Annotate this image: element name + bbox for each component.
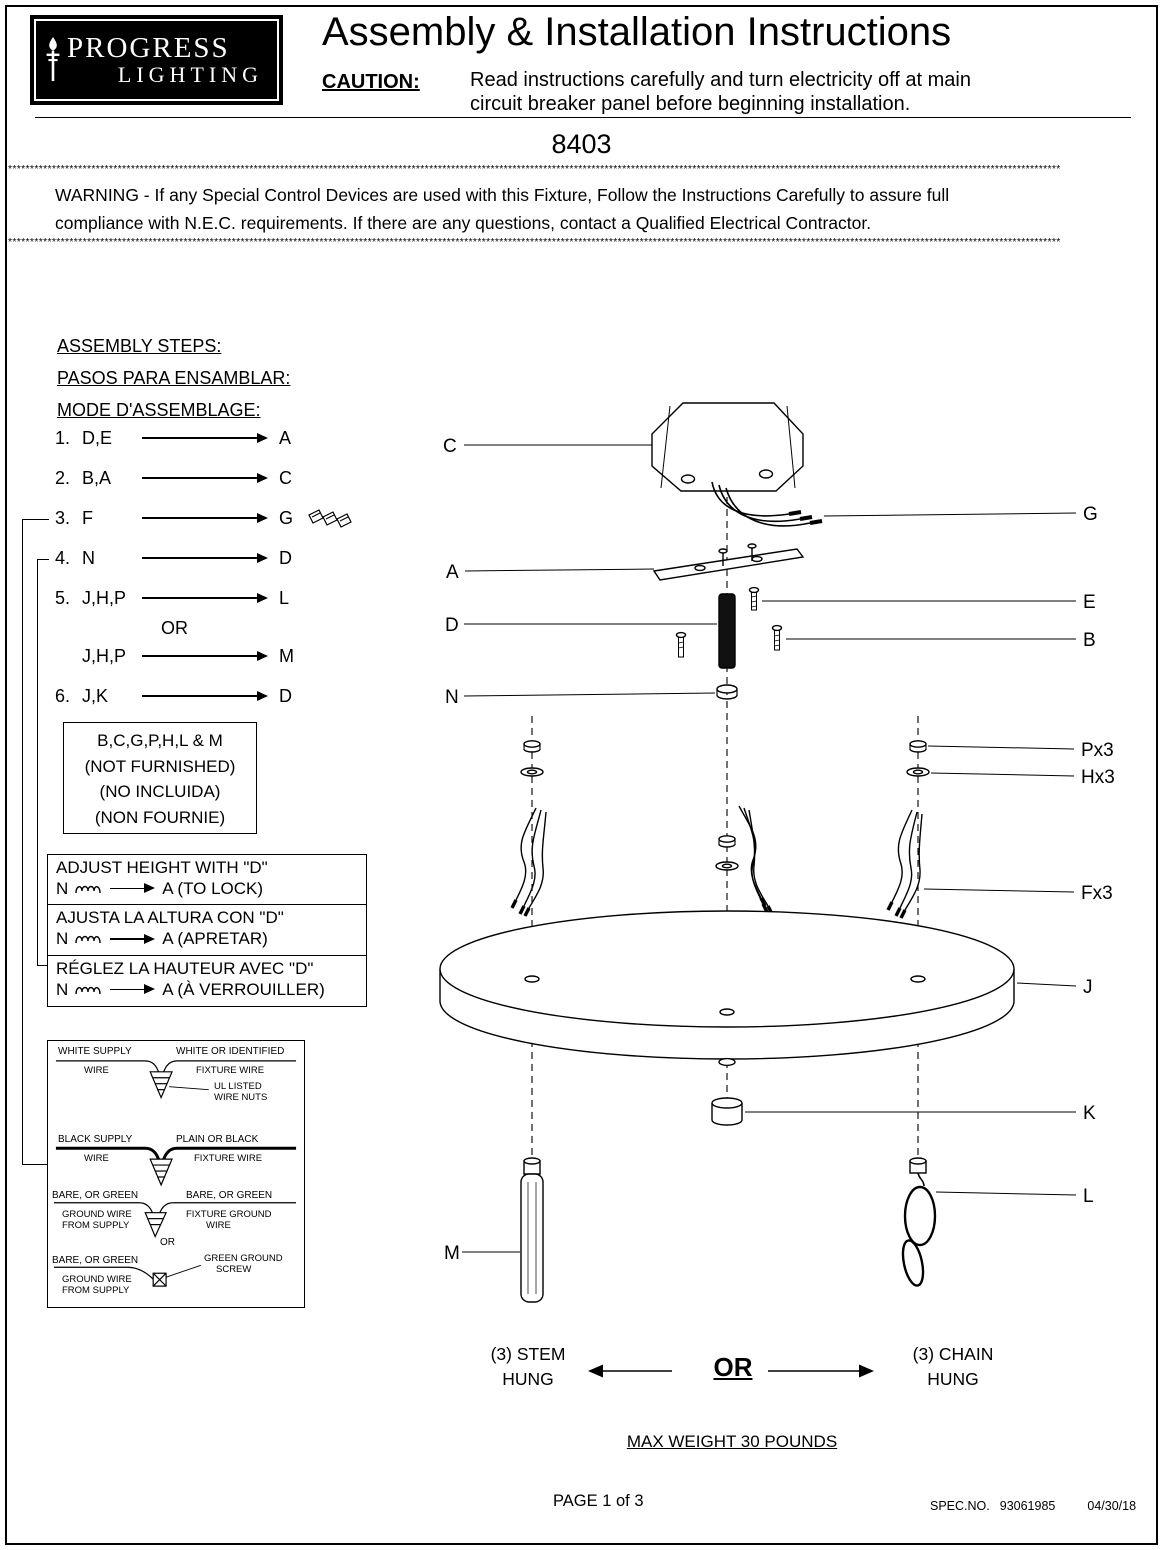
adjust-row-es [47,904,367,956]
step-to: D [279,685,292,706]
washer-h-left [521,768,543,776]
label-n: N [445,687,459,708]
spring-icon [74,931,104,947]
step-arrow [142,695,265,697]
fixture-diagram [400,385,1150,1400]
step-from: D,E [82,427,113,448]
step-arrow [142,655,265,657]
stem-hung-line-1: (3) STEM [490,1344,566,1364]
step-to: C [279,467,292,488]
wire-nut-icons [307,507,355,529]
wire-nuts-label: WIRE NUTS [214,1092,268,1103]
caution-text [470,68,971,117]
adjust-row-fr [47,955,367,1007]
wire-label-1: WIRE [84,1065,109,1076]
caution-label: CAUTION: [322,71,420,93]
model-number: 8403 [551,129,612,159]
label-hx3: Hx3 [1081,767,1115,788]
label-k: K [1083,1103,1096,1124]
leader-lines [462,445,1076,1252]
stem-hung-line-2: HUNG [502,1368,554,1389]
adjust-arrow [110,888,152,890]
label-c: C [443,436,457,457]
ul-listed-label: UL LISTED [214,1081,262,1092]
label-j: J [1083,977,1093,998]
caution-line-1: Read instructions carefully and turn electricity off at main [470,69,971,91]
adjust-a: A (À VERROUILLER) [162,979,325,999]
screw-b-left [677,633,686,657]
nut-p-left [524,741,540,752]
green-ground-screw-label-b: SCREW [216,1264,252,1275]
step-number: 5. [55,587,71,608]
label-b: B [1083,630,1096,651]
wiring-lines [48,1041,304,1307]
white-fixture-label: WHITE OR IDENTIFIED [176,1046,285,1057]
logo-text-lighting: LIGHTING [117,62,263,87]
fixture-ground-label-b: WIRE [206,1220,231,1231]
label-a: A [446,562,459,583]
fixture-wire-label-2: FIXTURE WIRE [194,1153,263,1164]
adjust-title: RÉGLEZ LA HAUTEUR AVEC "D" [56,958,314,978]
warning-line-2: compliance with N.E.C. requirements. If there are any questions, contact a Qualified Electrical Contractor. [55,213,872,234]
assembly-step-3 [55,506,303,530]
pasos-heading: PASOS PARA ENSAMBLAR: [57,368,291,388]
adjust-title: AJUSTA LA ALTURA CON "D" [56,908,284,927]
ground-wire-label-2b: FROM SUPPLY [62,1285,130,1296]
fixture-ground-label-a: FIXTURE GROUND [186,1209,272,1220]
assembly-step-4 [55,546,303,570]
label-fx3: Fx3 [1081,883,1113,904]
step-arrow [142,437,265,439]
steps-or-label: OR [161,618,188,638]
canopy-pan [440,911,1014,1065]
not-furnished-parts: B,C,G,P,H,L & M [97,731,223,750]
ground-wire-label-1b: FROM SUPPLY [62,1220,130,1231]
adjust-line [56,879,358,899]
step-from: J,H,P [82,645,127,666]
step-from: J,H,P [82,587,127,608]
adjust-arrow [110,938,152,940]
spring-icon [74,881,104,897]
nut-p-right [910,741,926,752]
chain-l [899,1158,935,1287]
label-m: M [444,1243,460,1264]
green-ground-screw-label-a: GREEN GROUND [204,1253,283,1264]
adjust-row-en [47,854,367,906]
locknut-n [717,685,737,699]
outlet-box [652,403,803,491]
step-number: 3. [55,507,71,528]
fixture-wire-label-1: FIXTURE WIRE [196,1065,265,1076]
assembly-step-5 [55,586,303,610]
wiring-diagram-box [47,1040,305,1308]
black-supply-label: BLACK SUPPLY [58,1134,133,1145]
step-from: N [82,547,95,568]
step-number: 2. [55,467,71,488]
not-furnished-box [63,722,257,834]
step-number: 4. [55,547,71,568]
fixture-wires-left [512,808,546,916]
spec-label: SPEC.NO. [930,1499,990,1513]
step-to: D [279,547,292,568]
adjust-arrow [110,989,152,991]
assembly-step-2 [55,466,303,490]
page-number: PAGE 1 of 3 [553,1492,644,1510]
washer-h-center [716,862,738,870]
not-furnished-es: (NO INCLUIDA) [99,782,221,801]
fixture-wires-right [888,810,922,918]
asterisk-separator-top: ************************************************************************************************************************************************************************************************************************************************ [8,163,1061,175]
label-px3: Px3 [1081,740,1114,761]
hang-straight-stem [719,594,735,668]
spring-icon [74,982,104,998]
spec-info [930,1499,1136,1513]
step-number: 6. [55,685,71,706]
wiring-or-label: OR [160,1237,175,1248]
hub-k [712,1098,742,1125]
step-arrow [142,517,265,519]
step-arrow [142,557,265,559]
adjust-a: A (TO LOCK) [162,878,264,898]
washer-h-right [907,768,929,776]
adjust-line [56,929,358,949]
logo-text-progress: PROGRESS [67,32,230,64]
max-weight-label: MAX WEIGHT 30 POUNDS [626,1432,838,1451]
not-furnished-en: (NOT FURNISHED) [84,756,236,776]
logo-inner-frame [34,19,279,101]
ground-wire-label-2a: GROUND WIRE [62,1274,132,1285]
bare-green-supply-label-2: BARE, OR GREEN [52,1255,139,1266]
adjust-a: A (APRETAR) [162,929,268,948]
step-to: G [279,507,294,528]
mounting-strap [654,544,803,580]
asterisk-separator-bottom: ************************************************************************************************************************************************************************************************************************************************ [8,236,1061,248]
assembly-step-5b [55,644,303,668]
warning-line-1: WARNING - If any Special Control Devices are used with this Fixture, Follow the Instructions Carefully to assure full [55,185,950,205]
wire-label-2: WIRE [84,1153,109,1164]
bare-green-fixture-label: BARE, OR GREEN [186,1190,273,1201]
step-from: B,A [82,467,112,488]
stem-m [521,1158,543,1302]
warning-text [55,181,949,238]
chain-hung-line-2: HUNG [927,1368,979,1389]
label-e: E [1083,592,1096,613]
header-divider [35,117,1131,118]
progress-lighting-logo [30,15,283,105]
chain-hung-line-1: (3) CHAIN [912,1344,994,1364]
step-to: A [279,427,292,448]
adjust-height-box [47,855,367,1007]
nut-p-center [719,836,735,847]
white-supply-label: WHITE SUPPLY [58,1046,132,1057]
ground-wire-label-1a: GROUND WIRE [62,1209,132,1220]
logo-text [67,32,271,88]
screw-b-right [773,626,782,650]
assembly-step-6 [55,684,303,708]
step-number: 1. [55,427,71,448]
spec-number: 93061985 [999,1499,1056,1513]
stem-hung-label [466,1342,590,1391]
assembly-step-1 [55,426,303,450]
adjust-line [56,980,358,1000]
step-from: J,K [82,685,109,706]
assembly-steps-heading: ASSEMBLY STEPS: [57,336,222,356]
bare-green-supply-label-1: BARE, OR GREEN [52,1190,139,1201]
label-g: G [1083,504,1098,525]
caution-line-2: circuit breaker panel before beginning installation. [470,93,911,116]
step-to: M [279,645,294,666]
step-arrow [142,477,265,479]
adjust-n: N [56,878,69,898]
page-title: Assembly & Installation Instructions [322,10,952,54]
adjust-title: ADJUST HEIGHT WITH "D" [56,857,268,877]
spec-date: 04/30/18 [1087,1499,1137,1513]
label-d: D [445,615,459,636]
adjust-n: N [56,929,69,948]
black-fixture-label: PLAIN OR BLACK [176,1134,259,1145]
torch-icon [42,33,64,87]
assembly-headings [57,336,290,432]
mode-heading: MODE D'ASSEMBLAGE: [57,400,261,420]
screw-e [750,588,759,610]
step-arrow [142,597,265,599]
or-big-label: OR [713,1352,753,1382]
label-l: L [1083,1186,1094,1207]
adjust-n: N [56,979,69,999]
fixture-wires-center [739,806,772,914]
not-furnished-fr: (NON FOURNIE) [94,807,226,827]
chain-hung-label [886,1342,1020,1391]
assembly-steps-list [55,426,303,724]
step-from: F [82,507,93,528]
step-to: L [279,587,290,608]
